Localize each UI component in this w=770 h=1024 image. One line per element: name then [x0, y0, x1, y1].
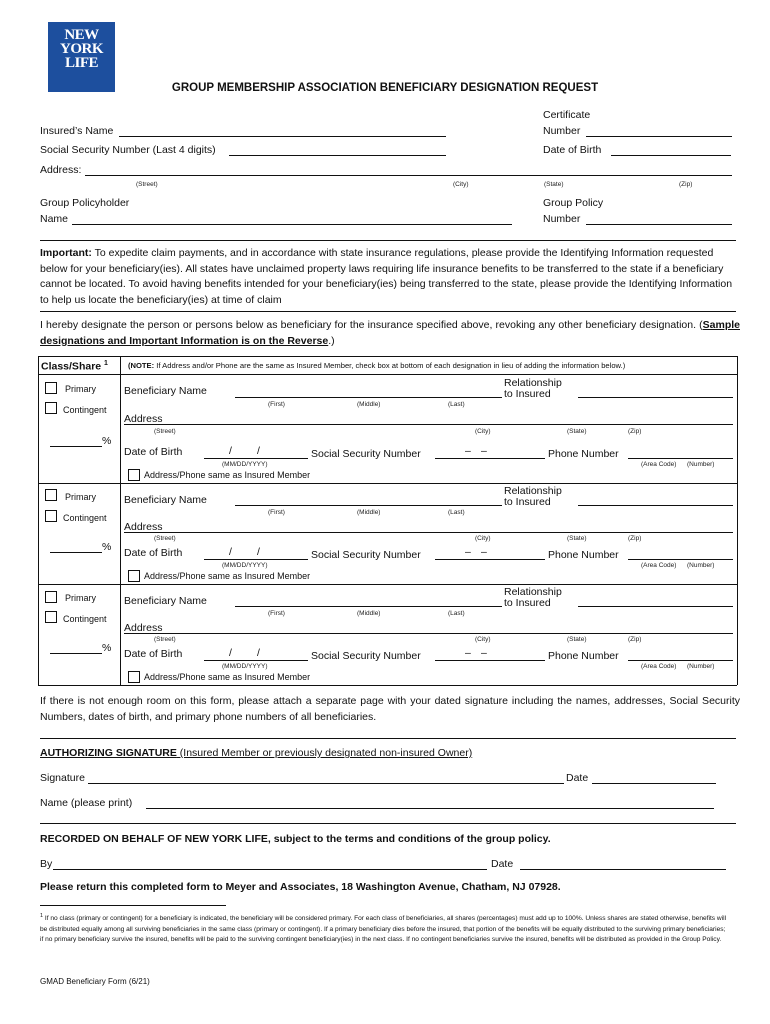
relationship-label-2: to Insured: [504, 597, 551, 609]
logo-line-2: YORK: [60, 41, 103, 57]
footnote-separator: [40, 905, 226, 906]
designation-text: I hereby designate the person or persons below as beneficiary for the insurance specified above, revoking any other beneficiary designation. (: [40, 319, 703, 331]
print-name-field[interactable]: [146, 808, 714, 809]
auth-heading-bold: AUTHORIZING SIGNATURE: [40, 747, 177, 759]
dob-slash: /: [229, 546, 232, 558]
relationship-label-1: Relationship: [504, 586, 562, 598]
street-caption: (Street): [154, 636, 176, 643]
percent-sign: %: [102, 541, 112, 553]
relationship-field[interactable]: [578, 505, 733, 506]
important-lead: Important:: [40, 247, 92, 259]
phone-field[interactable]: [628, 559, 733, 560]
same-address-label: Address/Phone same as Insured Member: [144, 571, 311, 581]
dob-label: Date of Birth: [124, 648, 183, 660]
phone-label: Phone Number: [548, 549, 619, 561]
dob-label: Date of Birth: [124, 547, 183, 559]
same-address-checkbox[interactable]: [128, 469, 140, 481]
row-divider: [38, 483, 737, 484]
zip-caption: (Zip): [679, 181, 693, 188]
ssn-dash: –: [481, 546, 487, 558]
row-divider: [38, 584, 737, 585]
relationship-field[interactable]: [578, 397, 733, 398]
dob-format-caption: (MM/DD/YYYY): [222, 663, 268, 670]
relationship-label-2: to Insured: [504, 496, 551, 508]
area-code-caption: (Area Code): [641, 562, 677, 569]
zip-caption: (Zip): [628, 636, 642, 643]
same-address-label: Address/Phone same as Insured Member: [144, 470, 311, 480]
dob-slash: /: [257, 546, 260, 558]
contingent-checkbox[interactable]: [45, 611, 57, 623]
contingent-checkbox[interactable]: [45, 402, 57, 414]
important-text: To expedite claim payments, and in accordance with state insurance regulations, please provide the Identifying Information requested below for your beneficiary(ies). All states have unclaimed property laws requiring life insurance benefits to be transferred to the state if a beneficiary cannot be located. To avoid having benefits intended for your beneficiary(ies) being transferred to the state, please provide the Identifying Information to help us locate the beneficiary(ies) at time of claim: [40, 247, 733, 306]
insured-name-label: Insured’s Name: [40, 125, 114, 137]
address-field[interactable]: [124, 633, 733, 634]
policyholder-label-2: Name: [40, 213, 69, 225]
ssn-dash: –: [481, 445, 487, 457]
logo-line-1: NEW: [64, 27, 99, 43]
number-caption: (Number): [687, 461, 715, 468]
class-share-header: [41, 360, 108, 373]
divider: [40, 823, 736, 824]
street-caption: (Street): [154, 535, 176, 542]
class-share-label: Class/Share: [41, 360, 102, 373]
table-column-divider: [120, 356, 121, 685]
beneficiary-name-field[interactable]: [235, 505, 502, 506]
certificate-label-1: Certificate: [543, 109, 591, 121]
beneficiary-name-label: Beneficiary Name: [124, 385, 207, 397]
state-caption: (State): [567, 428, 587, 435]
percent-sign: %: [102, 435, 112, 447]
last-caption: (Last): [448, 509, 465, 516]
street-caption: (Street): [136, 181, 158, 188]
area-code-caption: (Area Code): [641, 663, 677, 670]
share-percent-field[interactable]: [50, 446, 102, 447]
share-percent-field[interactable]: [50, 552, 102, 553]
dob-slash: /: [257, 647, 260, 659]
policyholder-name-field[interactable]: [72, 224, 512, 225]
authorizing-signature-heading: [40, 747, 472, 759]
area-code-caption: (Area Code): [641, 461, 677, 468]
beneficiary-name-label: Beneficiary Name: [124, 595, 207, 607]
percent-sign: %: [102, 642, 112, 654]
by-label: By: [40, 858, 53, 870]
insured-dob-field[interactable]: [611, 155, 731, 156]
footnote: [40, 911, 730, 946]
dob-format-caption: (MM/DD/YYYY): [222, 562, 268, 569]
by-date-field[interactable]: [520, 869, 726, 870]
street-caption: (Street): [154, 428, 176, 435]
ssn-label: Social Security Number: [311, 650, 421, 662]
auth-heading-rest: (Insured Member or previously designated non-insured Owner): [176, 747, 473, 759]
group-policy-label-1: Group Policy: [543, 197, 604, 209]
signature-date-field[interactable]: [592, 783, 716, 784]
primary-checkbox[interactable]: [45, 591, 57, 603]
contingent-label: Contingent: [63, 614, 107, 624]
recorded-statement: RECORDED ON BEHALF OF NEW YORK LIFE, subject to the terms and conditions of the group policy.: [40, 833, 551, 845]
dob-field[interactable]: [204, 559, 308, 560]
first-caption: (First): [268, 509, 285, 516]
footnote-number: 1: [40, 913, 44, 919]
insured-dob-label: Date of Birth: [543, 144, 602, 156]
beneficiary-name-field[interactable]: [235, 606, 502, 607]
insured-ssn-label: Social Security Number (Last 4 digits): [40, 144, 216, 156]
ssn-field[interactable]: [435, 559, 545, 560]
by-date-label: Date: [491, 858, 514, 870]
policyholder-label-1: Group Policyholder: [40, 197, 130, 209]
table-right-border: [737, 356, 738, 685]
form-title: GROUP MEMBERSHIP ASSOCIATION BENEFICIARY DESIGNATION REQUEST: [171, 82, 599, 94]
return-instructions: Please return this completed form to Meyer and Associates, 18 Washington Avenue, Chatham, NJ 07928.: [40, 881, 561, 893]
ssn-dash: –: [465, 445, 471, 457]
insured-name-field[interactable]: [119, 136, 446, 137]
last-caption: (Last): [448, 401, 465, 408]
city-caption: (City): [453, 181, 469, 188]
note-text: If Address and/or Phone are the same as Insured Member, check box at bottom of each designation in lieu of adding the information below.): [154, 361, 626, 370]
table-header-border: [38, 374, 737, 375]
divider: [40, 311, 736, 312]
last-caption: (Last): [448, 610, 465, 617]
primary-label: Primary: [65, 593, 96, 603]
same-address-label: Address/Phone same as Insured Member: [144, 672, 311, 682]
ssn-label: Social Security Number: [311, 549, 421, 561]
print-name-label: Name (please print): [40, 797, 133, 809]
first-caption: (First): [268, 610, 285, 617]
primary-label: Primary: [65, 384, 96, 394]
relationship-label-1: Relationship: [504, 485, 562, 497]
table-left-border: [38, 356, 39, 685]
dob-field[interactable]: [204, 458, 308, 459]
signature-field[interactable]: [88, 783, 564, 784]
dob-format-caption: (MM/DD/YYYY): [222, 461, 268, 468]
table-top-border: [38, 356, 737, 357]
beneficiary-name-field[interactable]: [235, 397, 502, 398]
group-policy-number-field[interactable]: [586, 224, 732, 225]
ssn-dash: –: [465, 546, 471, 558]
number-caption: (Number): [687, 663, 715, 670]
certificate-number-field[interactable]: [586, 136, 732, 137]
designation-end: .): [328, 334, 335, 347]
primary-checkbox[interactable]: [45, 489, 57, 501]
ssn-dash: –: [481, 647, 487, 659]
first-caption: (First): [268, 401, 285, 408]
form-id: GMAD Beneficiary Form (6/21): [40, 977, 150, 986]
zip-caption: (Zip): [628, 535, 642, 542]
group-policy-label-2: Number: [543, 213, 581, 225]
certificate-label-2: Number: [543, 125, 581, 137]
phone-label: Phone Number: [548, 448, 619, 460]
footnote-marker: 1: [104, 360, 108, 367]
zip-caption: (Zip): [628, 428, 642, 435]
ssn-dash: –: [465, 647, 471, 659]
table-bottom-border: [38, 685, 737, 686]
city-caption: (City): [475, 636, 491, 643]
relationship-label-2: to Insured: [504, 388, 551, 400]
middle-caption: (Middle): [357, 610, 381, 617]
relationship-field[interactable]: [578, 606, 733, 607]
important-paragraph: [40, 246, 740, 308]
footnote-text: If no class (primary or contingent) for a beneficiary is indicated, the beneficiary will be considered primary. For each class of beneficiaries, all shares (percentages) must add up to 100%. Unless shares are stated otherwise, benefits will be distributed equally among all surviving beneficiaries in the same class (primary or contingent). If a primary beneficiary dies before the insured, that portion of the benefits will be equally distributed to the surviving primary beneficiaries; if no primary beneficiary survive the insured, benefits will be paid to the surviving contingent beneficiary(ies) in the next class. If no contingent beneficiaries survive the insured, benefits will be distributed as provided in the Group Policy.: [40, 915, 727, 944]
same-address-checkbox[interactable]: [128, 570, 140, 582]
contingent-label: Contingent: [63, 405, 107, 415]
designation-reverse-note: Sample designations and Important Information is on the Reverse: [40, 319, 740, 347]
logo-line-3: LIFE: [64, 55, 98, 71]
insured-address-label: Address:: [40, 164, 82, 176]
beneficiary-name-label: Beneficiary Name: [124, 494, 207, 506]
state-caption: (State): [567, 636, 587, 643]
insured-ssn-field[interactable]: [229, 155, 446, 156]
contingent-label: Contingent: [63, 513, 107, 523]
city-caption: (City): [475, 535, 491, 542]
same-address-checkbox[interactable]: [128, 671, 140, 683]
phone-label: Phone Number: [548, 650, 619, 662]
dob-slash: /: [229, 445, 232, 457]
relationship-label-1: Relationship: [504, 377, 562, 389]
middle-caption: (Middle): [357, 509, 381, 516]
signature-date-label: Date: [566, 772, 589, 784]
phone-field[interactable]: [628, 660, 733, 661]
divider: [40, 738, 736, 739]
middle-caption: (Middle): [357, 401, 381, 408]
address-field[interactable]: [124, 532, 733, 533]
ssn-field[interactable]: [435, 458, 545, 459]
ssn-field[interactable]: [435, 660, 545, 661]
share-percent-field[interactable]: [50, 653, 102, 654]
contingent-checkbox[interactable]: [45, 510, 57, 522]
dob-label: Date of Birth: [124, 446, 183, 458]
address-label: Address: [124, 521, 163, 533]
note-lead: (NOTE:: [128, 361, 155, 370]
extra-room-paragraph: If there is not enough room on this form, please attach a separate page with your dated signature including the names, addresses, Social Security Numbers, dates of birth, and primary phone numbers of all beneficiaries.: [40, 695, 740, 723]
number-caption: (Number): [687, 562, 715, 569]
city-caption: (City): [475, 428, 491, 435]
ssn-label: Social Security Number: [311, 448, 421, 460]
divider: [40, 240, 736, 241]
primary-checkbox[interactable]: [45, 382, 57, 394]
primary-label: Primary: [65, 492, 96, 502]
address-field[interactable]: [124, 424, 733, 425]
phone-field[interactable]: [628, 458, 733, 459]
dob-slash: /: [257, 445, 260, 457]
state-caption: (State): [567, 535, 587, 542]
address-label: Address: [124, 413, 163, 425]
dob-field[interactable]: [204, 660, 308, 661]
signature-label: Signature: [40, 772, 85, 784]
insured-address-field[interactable]: [85, 175, 732, 176]
table-note: [128, 361, 625, 370]
designation-paragraph: [40, 318, 740, 349]
state-caption: (State): [544, 181, 564, 188]
address-label: Address: [124, 622, 163, 634]
dob-slash: /: [229, 647, 232, 659]
by-field[interactable]: [53, 869, 487, 870]
